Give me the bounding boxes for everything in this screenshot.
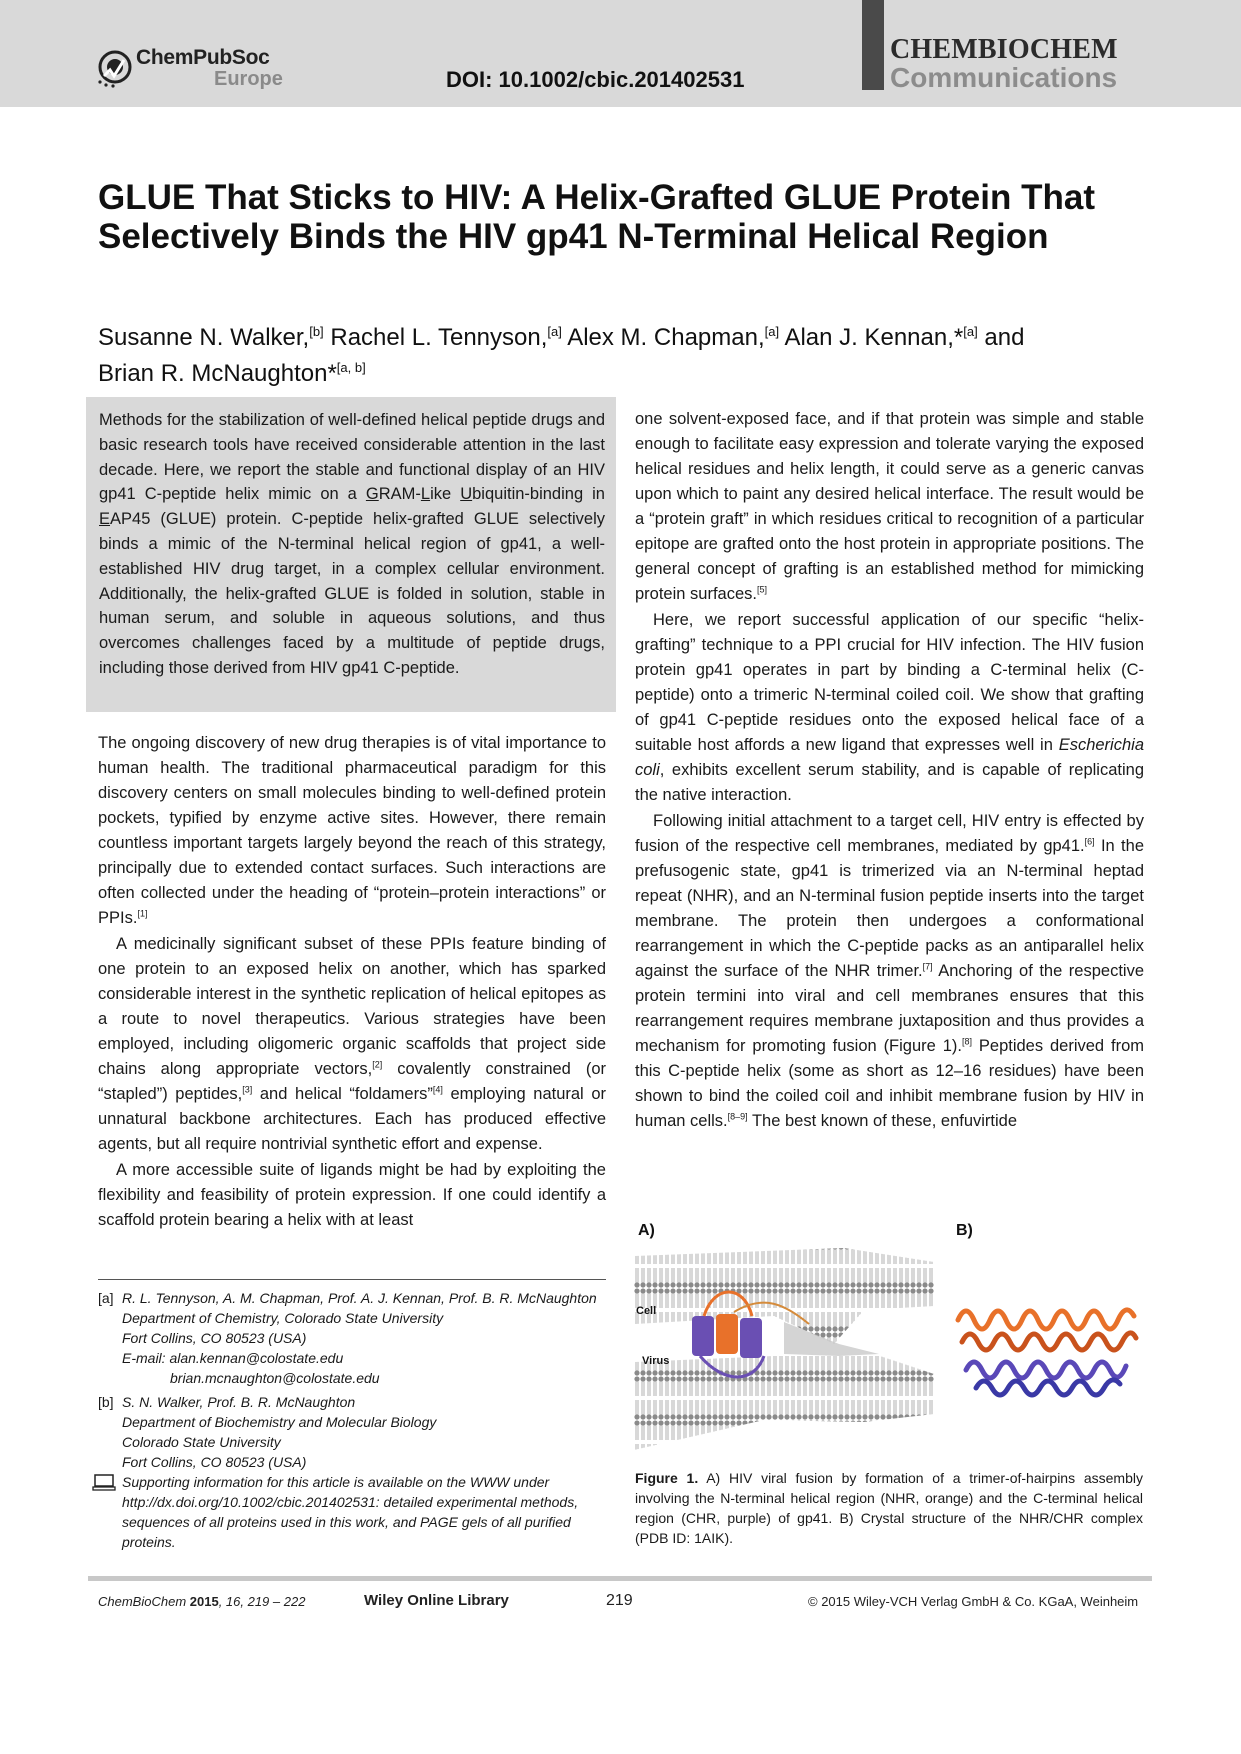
author: Brian R. McNaughton* [98,360,337,387]
supporting-info-text[interactable]: Supporting information for this article is available on the WWW under http://dx.doi.org/10.1002/cbic.201402531: detailed experimental methods, sequences of all proteins used in this work, and PAGE gels of all purified proteins. [122,1474,579,1550]
abstract-text: Methods for the stabilization of well-defined helical peptide drugs and basic research tools have received considerable attention in the last decade. Here, we report the stable and functional display of an HIV gp41 C-peptide helix mimic on a [99,411,605,504]
abstract-acronym: U [460,485,473,504]
affiliation-tag: [b] [98,1394,114,1410]
footnote-rule [98,1279,606,1280]
author-affil: [a] [764,324,780,339]
page-header [0,0,1241,107]
paragraph-text: A medicinally significant subset of these PPIs feature binding of one protein to an exposed helix on another, which has sparked considerable interest in the synthetic replication of helical epitopes as a route to novel therapeutics. Various strategies have been employed, including oligomeric organic scaffolds that project side chains along appropriate vectors, [98,935,606,1078]
paragraph-text: In the prefusogenic state, gp41 is trimerized via an N-terminal heptad repeat (NHR), and an N-terminal fusion peptide inserts into the target membrane. The protein then undergoes a conformational rearrangement in which the C-peptide packs as an antiparallel helix against the surface of the NHR trimer. [635,837,1144,980]
journal-name: CHEMBIOCHEM [890,34,1118,65]
body-right-column [635,407,1144,1134]
virus-label: Virus [642,1355,670,1367]
citation: [4] [432,1084,443,1095]
paragraph-text: one solvent-exposed face, and if that protein was simple and stable enough to facilitate easy expression and tolerate varying the exposed helical residues and helix length, it could serve as a generic canvas upon which to paint any desired helical interface. The result would be a “protein graft” in which residues critical to recognition of a particular epitope are grafted onto the host protein in appropriate positions. The general concept of grafting is an established method for mimicking protein surfaces. [635,410,1144,603]
panel-label-b: B) [956,1222,973,1239]
affiliation-email[interactable]: E-mail: alan.kennan@colostate.edu [122,1350,344,1366]
chr-helix-ribbon [966,1362,1126,1378]
paragraph [98,731,606,931]
footer-citation [98,1594,305,1609]
paragraph [635,608,1144,808]
caption-text: A) HIV viral fusion by formation of a trimer-of-hairpins assembly involving the N-terminal helical region (NHR, orange) and the C-terminal helical region (CHR, purple) of gp41. B) Crystal structure of the NHR/CHR complex (PDB ID: 1AIK). [635,1470,1143,1546]
journal-bar [862,0,884,90]
affiliation-line: Department of Chemistry, Colorado State University [122,1310,444,1326]
body-left-column [98,731,606,1233]
abstract-acronym: E [99,510,111,529]
citation: [8–9] [727,1111,748,1122]
author-affil: [a, b] [336,360,366,375]
nhr-helix-ribbon [962,1333,1136,1350]
paragraph-text: Anchoring of the respective protein termini into viral and cell membranes ensures that this rearrangement requires membrane juxtaposition and thus provides a mechanism for promoting fusion (Figure 1). [635,962,1144,1055]
abstract-text: ike [430,485,461,504]
paragraph-text: The ongoing discovery of new drug therapies is of vital importance to human health. The traditional pharmaceutical paradigm for this discovery centers on small molecules binding to well-defined protein pockets, typified by enzyme active sites. However, there remain countless important targets largely beyond the reach of this strategy, principally due to extended contact surfaces. Such interactions are often collected under the heading of “protein–protein interactions” or PPIs. [98,734,606,927]
chempubsoc-logo-icon [96,46,138,88]
author-affil: [a] [547,324,562,339]
page-number: 219 [606,1592,633,1609]
chr-helix [692,1316,714,1356]
caption-label: Figure 1. [635,1470,699,1486]
cell-label: Cell [636,1305,657,1317]
affiliation-line: S. N. Walker, Prof. B. R. McNaughton [122,1394,356,1410]
supporting-info [98,1472,618,1552]
footer-year: 2015 [189,1594,219,1609]
affiliation-line: Fort Collins, CO 80523 (USA) [122,1330,307,1346]
citation: [3] [242,1084,253,1095]
affiliation-a [98,1288,618,1388]
publisher-region: Europe [214,68,283,90]
paragraph [635,407,1144,607]
species-name: Escherichia coli [635,736,1144,779]
author-affil: [b] [309,324,324,339]
nhr-helix [716,1314,738,1354]
paragraph-text: Following initial attachment to a target cell, HIV entry is effected by fusion of the respective cell membranes, mediated by gp41. [635,812,1144,855]
membrane-fusion-diagram [634,1244,934,1452]
citation: [1] [137,908,148,919]
paragraph [98,932,606,1157]
abstract-acronym: L [420,485,431,504]
footer-volume: , 16, 219 – 222 [218,1594,306,1609]
affiliation-line: Fort Collins, CO 80523 (USA) [122,1454,307,1470]
author: Rachel L. Tennyson, [330,324,548,351]
chr-helix [740,1318,762,1358]
paragraph-text: employing natural or unnatural backbone architectures. Each has produced effective agents, but all require nontrivial synthetic effort and expense. [98,1085,606,1153]
affiliation-line: Department of Biochemistry and Molecular Biology [122,1414,437,1430]
paragraph-text: covalently constrained (or “stapled”) peptides, [98,1060,606,1103]
citation: [2] [372,1059,383,1070]
publisher-logo [96,44,286,94]
article-title: GLUE That Sticks to HIV: A Helix-Grafted GLUE Protein That Selectively Binds the HIV gp41 N-Terminal Helical Region [98,178,1095,256]
author-affil: [a] [963,324,978,339]
paragraph [635,809,1144,1134]
article-type: Communications [890,62,1118,93]
affiliation-tag: [a] [98,1290,114,1306]
author-list [98,317,1128,389]
paragraph: A more accessible suite of ligands might be had by exploiting the flexibility and feasibility of protein expression. If one could identify a scaffold protein bearing a helix with at least [98,1161,606,1229]
footer-copyright: © 2015 Wiley-VCH Verlag GmbH & Co. KGaA, Weinheim [808,1594,1139,1609]
abstract [86,397,616,712]
doi-label: DOI: 10.1002/cbic.201402531 [446,67,745,92]
citation: [6] [1084,836,1095,847]
figure-caption [635,1468,1143,1548]
nhr-helix-ribbon [958,1310,1134,1329]
abstract-text: AP45 (GLUE) protein. C-peptide helix-grafted GLUE selectively binds a mimic of the N-terminal helical region of gp41, a well-established HIV drug target, in a complex cellular environment. Additionally, the helix-grafted GLUE is folded in solution, stable in human serum, and soluble in aqueous solutions, and thus overcomes challenges faced by a multitude of peptide drugs, including those derived from HIV gp41 C-peptide. [99,510,605,677]
crystal-structure-diagram [952,1292,1142,1402]
paragraph-text: , exhibits excellent serum stability, and is capable of replicating the native interaction. [635,761,1144,804]
paragraph-text: and helical “foldamers” [252,1085,433,1103]
author: Susanne N. Walker, [98,324,310,351]
affiliation-line: Colorado State University [122,1434,281,1450]
citation: [7] [922,961,933,972]
computer-icon [92,1474,116,1492]
paragraph-text: Here, we report successful application of our specific “helix-grafting” technique to a PPI crucial for HIV infection. The HIV fusion protein gp41 operates in part by binding a C-terminal helix (C-peptide) onto a trimeric N-terminal coiled coil. We show that grafting of gp41 C-peptide residues onto the exposed helical face of a suitable host affords a new ligand that expresses well in [635,611,1144,754]
citation: [8] [961,1036,972,1047]
paragraph-text: Peptides derived from this C-peptide helix (some as short as 12–16 residues) have been shown to bind the coiled coil and inhibit membrane fusion by HIV in human cells. [635,1037,1144,1130]
author: Alex M. Chapman, [567,324,765,351]
affiliation-b [98,1392,618,1472]
journal-block [862,0,1241,96]
chr-helix-ribbon [976,1380,1120,1395]
author: Alan J. Kennan,* [784,324,964,351]
affiliation-email[interactable]: brian.mcnaughton@colostate.edu [170,1370,380,1386]
publisher-name: ChemPubSoc [136,46,270,69]
abstract-text: biquitin-binding in [472,485,605,504]
paragraph-text: The best known of these, enfuvirtide [747,1112,1018,1130]
author-conjunction: and [984,324,1025,351]
footer-rule [88,1576,1152,1581]
abstract-text: RAM- [378,485,421,504]
figure-1 [634,1222,1144,1452]
citation: [5] [756,584,767,595]
wiley-online-library-link[interactable]: Wiley Online Library [364,1592,509,1609]
abstract-acronym: G [365,485,379,504]
panel-label-a: A) [638,1222,655,1239]
footer-journal: ChemBioChem [98,1594,190,1609]
virus-membrane [634,1352,934,1450]
affiliation-line: R. L. Tennyson, A. M. Chapman, Prof. A. J. Kennan, Prof. B. R. McNaughton [122,1290,597,1306]
